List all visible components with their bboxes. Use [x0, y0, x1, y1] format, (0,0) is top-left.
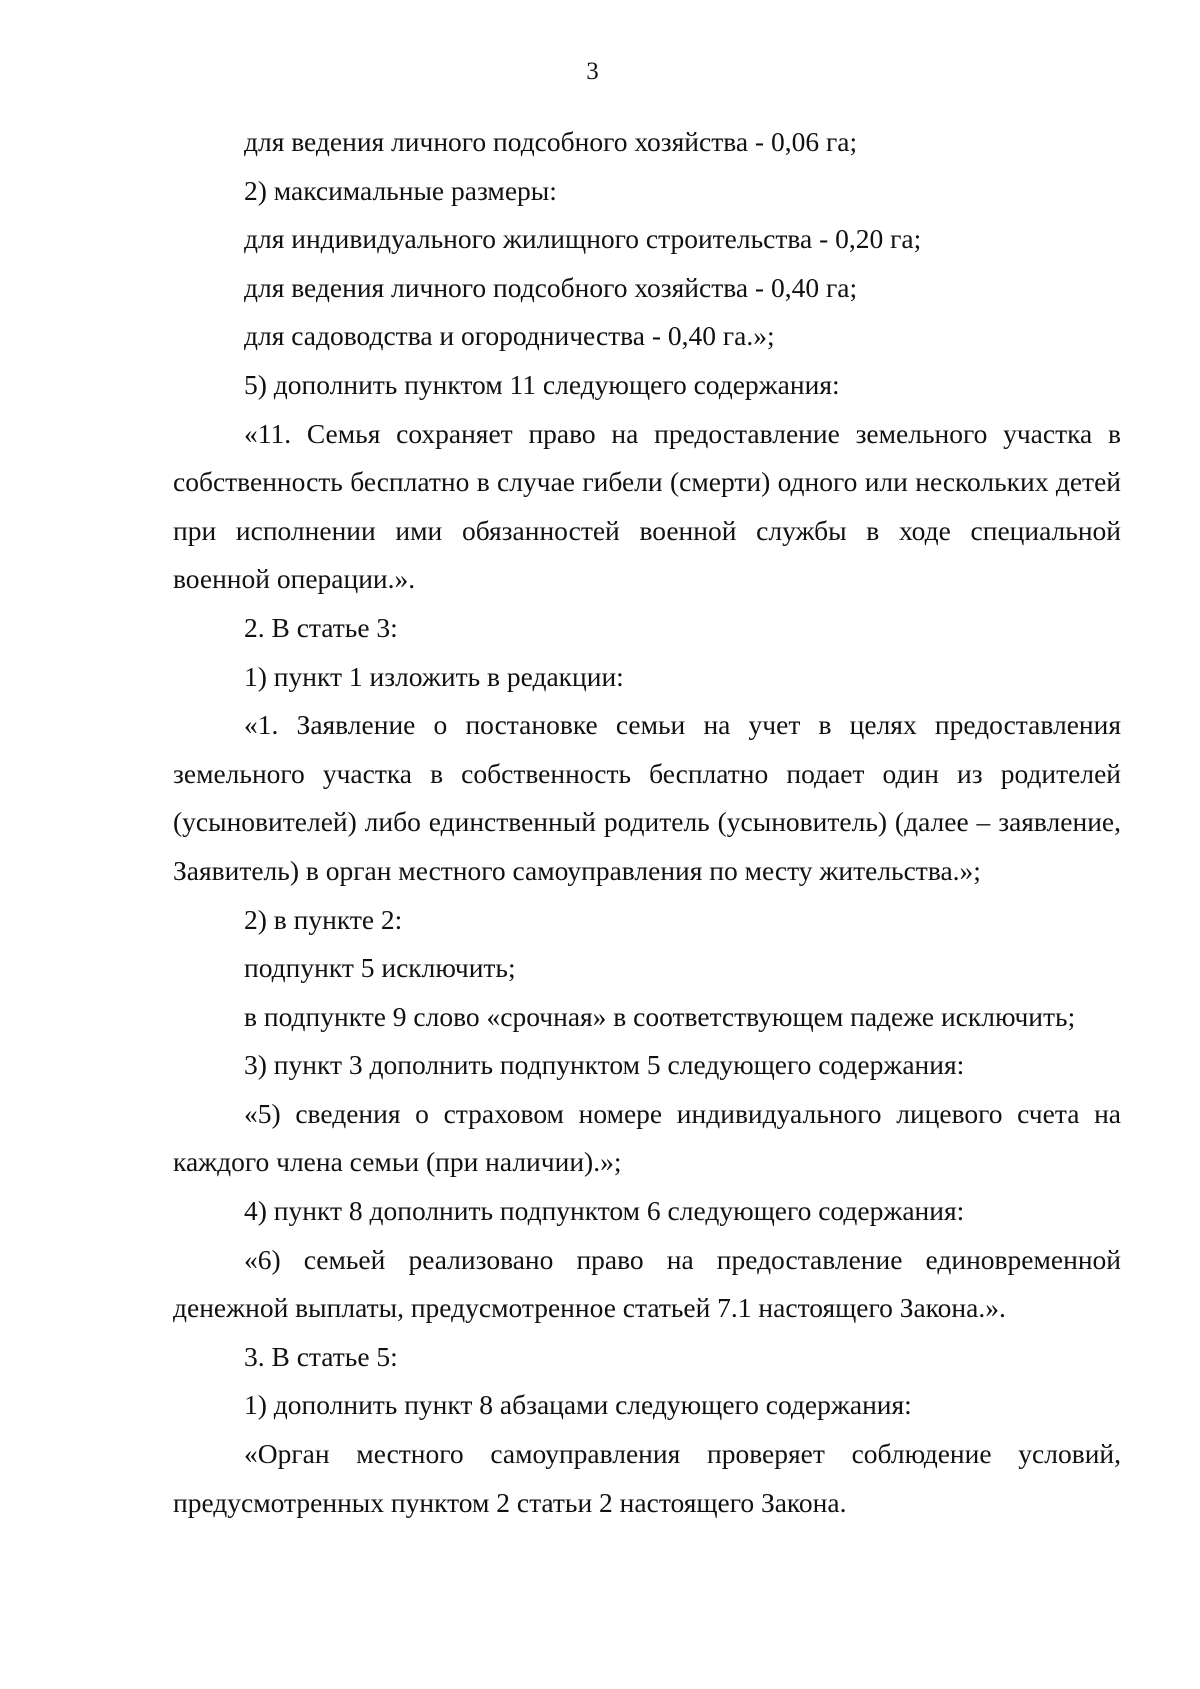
- paragraph: «1. Заявление о постановке семьи на учет в целях предоставления земельного участка в собственность бесплатно подает один из родителей (усыновителей) либо единственный родитель (усыновитель) (далее – заявление, Заявитель) в орган местного самоуправления по месту жительства.»;: [173, 709, 1121, 886]
- paragraph: 3. В статье 5:: [244, 1340, 398, 1372]
- paragraph: 3) пункт 3 дополнить подпунктом 5 следующего содержания:: [244, 1049, 965, 1081]
- paragraph: в подпункте 9 слово «срочная» в соответствующем падеже исключить;: [244, 1000, 1076, 1032]
- paragraph: для ведения личного подсобного хозяйства - 0,40 га;: [244, 271, 858, 303]
- page-number: 3: [586, 58, 599, 85]
- paragraph: 5) дополнить пунктом 11 следующего содержания:: [244, 368, 840, 400]
- paragraph: «Орган местного самоуправления проверяет соблюдение условий, предусмотренных пунктом 2 статьи 2 настоящего Закона.: [173, 1438, 1121, 1518]
- paragraph: подпункт 5 исключить;: [244, 952, 516, 984]
- paragraph: 4) пункт 8 дополнить подпунктом 6 следующего содержания:: [244, 1195, 965, 1227]
- paragraph: для индивидуального жилищного строительства - 0,20 га;: [244, 223, 922, 255]
- paragraph: 2. В статье 3:: [244, 611, 398, 643]
- paragraph: «11. Семья сохраняет право на предоставление земельного участка в собственность бесплатно в случае гибели (смерти) одного или нескольких детей при исполнении ими обязанностей военной службы в ходе специальной военной операции.».: [173, 417, 1121, 595]
- document-body: [173, 118, 1121, 1527]
- paragraph: 2) в пункте 2:: [244, 903, 403, 935]
- paragraph: «5) сведения о страховом номере индивидуального лицевого счета на каждого члена семьи (при наличии).»;: [173, 1097, 1121, 1178]
- paragraph: 2) максимальные размеры:: [244, 174, 557, 206]
- paragraph: «6) семьей реализовано право на предоставление единовременной денежной выплаты, предусмотренное статьей 7.1 настоящего Закона.».: [173, 1243, 1121, 1324]
- paragraph: для ведения личного подсобного хозяйства - 0,06 га;: [244, 126, 858, 157]
- paragraph: 1) пункт 1 изложить в редакции:: [244, 660, 624, 692]
- paragraph: 1) дополнить пункт 8 абзацами следующего содержания:: [244, 1389, 912, 1421]
- paragraph: для садоводства и огородничества - 0,40 га.»;: [244, 320, 775, 352]
